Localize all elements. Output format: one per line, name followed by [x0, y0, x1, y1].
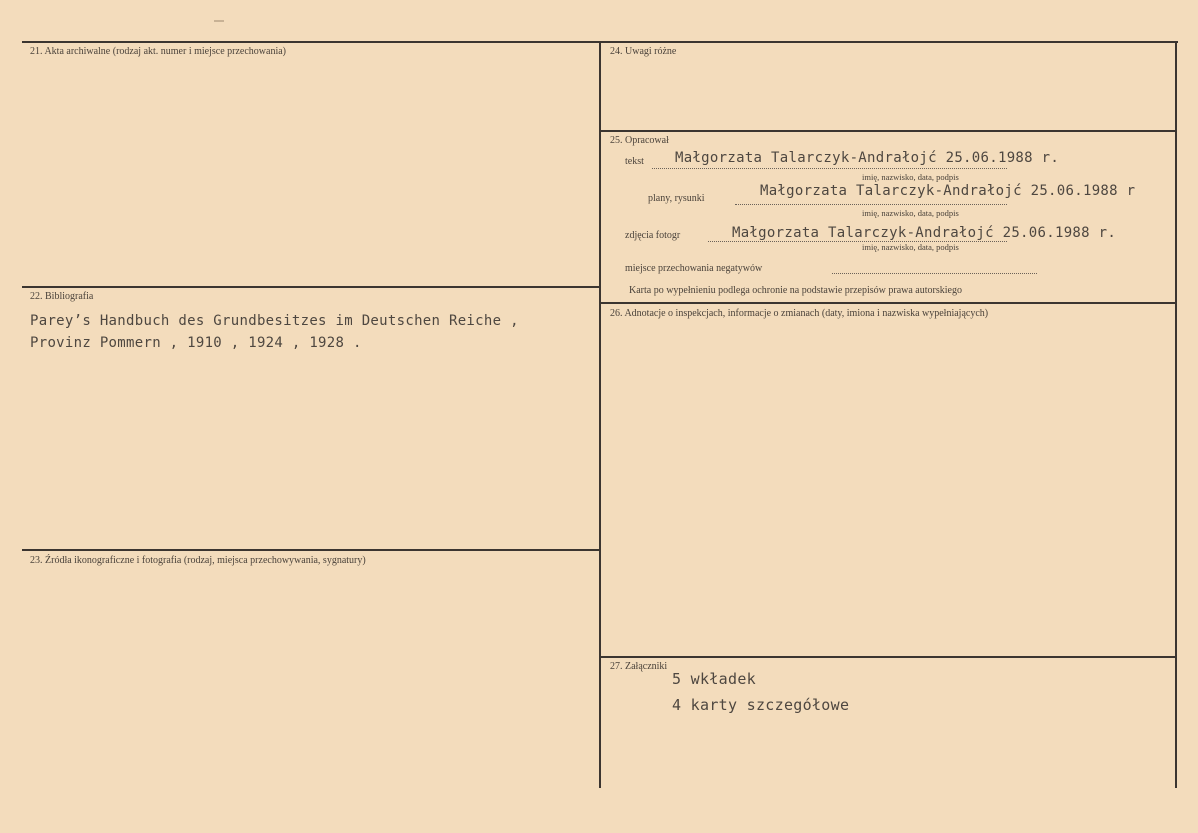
copyright-note: Karta po wypełnieniu podlega ochronie na podstawie przepisów prawa autorskiego: [629, 285, 962, 296]
section-23-label: 23. Źródła ikonograficzne i fotografia (rodzaj, miejsca przechowywania, sygnatury): [30, 555, 366, 566]
center-divider: [599, 42, 601, 788]
section-26-label: 26. Adnotacje o inspekcjach, informacje o zmianach (daty, imiona i nazwiska wypełniających): [610, 308, 989, 319]
attachment-item-2: 4 karty szczegółowe: [672, 696, 850, 714]
section-21-label: 21. Akta archiwalne (rodzaj akt. numer i miejsce przechowania): [30, 46, 287, 57]
plany-caption: imię, nazwisko, data, podpis: [862, 208, 959, 218]
attachment-item-1: 5 wkładek: [672, 670, 756, 688]
negatywy-dotted-line: [832, 273, 1037, 274]
plany-dotted-line: [735, 204, 1007, 205]
zdjecia-dotted-line: [708, 241, 1007, 242]
tekst-label: tekst: [625, 156, 644, 167]
divider-21-22: [22, 286, 600, 288]
divider-26-27: [600, 656, 1177, 658]
section-24-label: 24. Uwagi różne: [610, 46, 677, 57]
right-border: [1175, 42, 1177, 788]
bibliography-line-2: Provinz Pommern , 1910 , 1924 , 1928 .: [30, 335, 362, 351]
zdjecia-value: Małgorzata Talarczyk-Andrałojć 25.06.1988 r.: [732, 225, 1117, 241]
plany-label: plany, rysunki: [648, 193, 705, 204]
paper-mark: [214, 20, 224, 22]
section-27-label: 27. Załączniki: [610, 661, 668, 672]
section-22-label: 22. Bibliografia: [30, 291, 94, 302]
zdjecia-caption: imię, nazwisko, data, podpis: [862, 242, 959, 252]
zdjecia-label: zdjęcia fotogr: [625, 230, 681, 241]
divider-24-25: [600, 130, 1177, 132]
divider-22-23: [22, 549, 600, 551]
bibliography-line-1: Parey’s Handbuch des Grundbesitzes im Deutschen Reiche ,: [30, 313, 519, 329]
negatywy-label: miejsce przechowania negatywów: [625, 263, 763, 274]
plany-value: Małgorzata Talarczyk-Andrałojć 25.06.1988 r: [760, 183, 1136, 199]
section-25-label: 25. Opracował: [610, 135, 669, 146]
tekst-caption: imię, nazwisko, data, podpis: [862, 172, 959, 182]
divider-25-26: [600, 302, 1177, 304]
tekst-dotted-line: [652, 168, 1007, 169]
tekst-value: Małgorzata Talarczyk-Andrałojć 25.06.1988 r.: [675, 150, 1060, 166]
